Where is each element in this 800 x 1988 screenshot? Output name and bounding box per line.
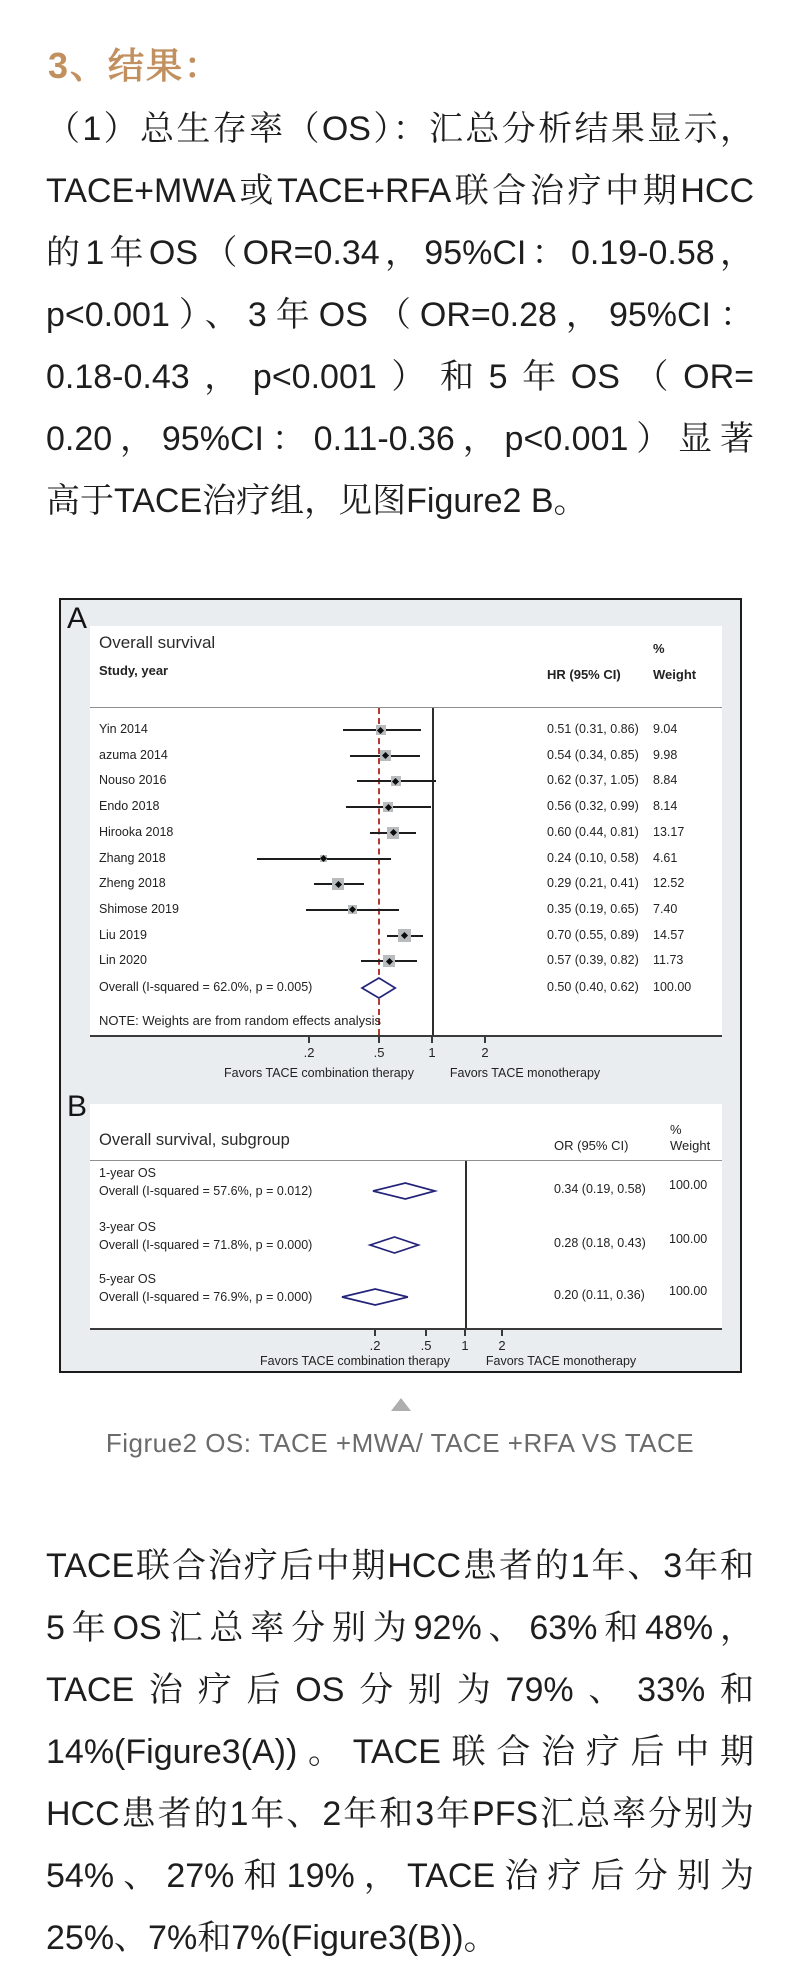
study-hr-ci-value: 0.51 (0.31, 0.86) — [547, 722, 639, 736]
paragraph-line: 0.20，95%CI：0.11-0.36，p<0.001）显著 — [46, 420, 754, 458]
panel-a-header-rule — [90, 707, 722, 708]
study-weight-value: 4.61 — [653, 850, 678, 865]
study-label: Lin 2020 — [99, 953, 147, 968]
panel-a-x-axis — [90, 1035, 722, 1037]
panel-a-tick-mark — [431, 1037, 433, 1043]
study-hr-ci-value: 0.62 (0.37, 1.05) — [547, 773, 639, 788]
paragraph-line: 5年OS汇总率分别为92%、63%和48%， — [46, 1609, 754, 1647]
study-hr-ci-value: 0.56 (0.32, 0.99) — [547, 799, 639, 814]
figure2-forest-plot — [59, 598, 742, 1373]
panel-a-favors-right-label: Favors TACE monotherapy — [449, 1066, 601, 1080]
panel-a-tick-label: 1 — [428, 1045, 436, 1060]
panel-b-tick-label: 2 — [498, 1338, 506, 1353]
paragraph-line: 14%(Figure3(A))。TACE联合治疗后中期 — [46, 1733, 754, 1771]
study-label: Hirooka 2018 — [99, 824, 174, 839]
paragraph-line: 54%、27%和19%，TACE治疗后分别为 — [46, 1857, 754, 1895]
paragraph-line: （1）总生存率（OS）：汇总分析结果显示， — [46, 110, 754, 148]
panel-b-favors-left-label: Favors TACE combination therapy — [260, 1354, 450, 1368]
triangle-up-icon — [391, 1398, 411, 1411]
subgroup-weight-value: 100.00 — [669, 1178, 708, 1192]
panel-a-tick-label: .2 — [303, 1045, 315, 1060]
study-weight-value: 9.98 — [653, 747, 678, 762]
panel-a-tick-label: 2 — [481, 1045, 489, 1060]
panel-b-tick-mark — [374, 1330, 376, 1336]
panel-a-note: NOTE: Weights are from random effects analysis — [99, 1013, 382, 1028]
panel-b-header-rule — [90, 1160, 722, 1161]
subgroup-diamond — [340, 1287, 410, 1307]
paragraph-line: 高于TACE治疗组，见图Figure2 B。 — [46, 482, 588, 520]
subgroup-overall-label: Overall (I-squared = 57.6%, p = 0.012) — [99, 1184, 313, 1198]
study-label: Yin 2014 — [99, 722, 148, 736]
study-hr-ci-value: 0.60 (0.44, 0.81) — [547, 824, 639, 839]
paragraph-line: TACE治疗后OS分别为79%、33%和 — [46, 1671, 754, 1709]
figure2-caption: Figrue2 OS: TACE +MWA/ TACE +RFA VS TACE — [105, 1428, 695, 1458]
subgroup-diamond — [371, 1181, 437, 1201]
study-weight-value: 7.40 — [653, 901, 678, 916]
subgroup-overall-label: Overall (I-squared = 71.8%, p = 0.000) — [99, 1238, 313, 1252]
panel-a-letter: A — [67, 602, 88, 635]
study-hr-ci-value: 0.70 (0.55, 0.89) — [547, 927, 639, 942]
subgroup-or-ci-value: 0.20 (0.11, 0.36) — [554, 1288, 645, 1302]
panel-b-tick-mark — [501, 1330, 503, 1336]
panel-a-percent-header: % — [653, 641, 665, 656]
panel-b-tick-mark — [464, 1330, 466, 1336]
study-hr-ci-value: 0.57 (0.39, 0.82) — [547, 953, 639, 968]
study-weight-value: 13.17 — [653, 824, 685, 839]
paragraph-line: 的1年OS（OR=0.34，95%CI：0.19-0.58， — [46, 234, 754, 272]
panel-b-tick-label: 1 — [461, 1338, 469, 1353]
study-label: Zheng 2018 — [99, 876, 166, 891]
study-weight-value: 14.57 — [653, 927, 685, 942]
study-weight-value: 9.04 — [653, 722, 678, 736]
panel-a-tick-mark — [308, 1037, 310, 1043]
overall-diamond — [360, 976, 397, 1000]
study-label: Liu 2019 — [99, 927, 147, 942]
study-hr-ci-value: 0.29 (0.21, 0.41) — [547, 876, 639, 891]
study-label: Shimose 2019 — [99, 901, 179, 916]
panel-b-weight-header: Weight — [670, 1138, 711, 1153]
study-weight-value: 12.52 — [653, 876, 685, 891]
panel-a-tick-mark — [484, 1037, 486, 1043]
study-weight-value: 11.73 — [653, 953, 684, 968]
subgroup-overall-label: Overall (I-squared = 76.9%, p = 0.000) — [99, 1290, 313, 1304]
study-weight-value: 8.84 — [653, 773, 678, 788]
subgroup-weight-value: 100.00 — [669, 1232, 708, 1246]
study-label: azuma 2014 — [99, 747, 168, 762]
panel-b-effect-header: OR (95% CI) — [554, 1138, 629, 1153]
subgroup-name: 5-year OS — [99, 1272, 156, 1286]
panel-a-study-column-header: Study, year — [99, 663, 169, 678]
overall-label: Overall (I-squared = 62.0%, p = 0.005) — [99, 980, 313, 994]
paragraph-line: 0.18-0.43，p<0.001）和5年OS（OR= — [46, 358, 754, 396]
subgroup-or-ci-value: 0.34 (0.19, 0.58) — [554, 1182, 646, 1196]
paragraph-line: 25%、7%和7%(Figure3(B))。 — [46, 1919, 498, 1957]
panel-a-favors-left-label: Favors TACE combination therapy — [224, 1066, 414, 1080]
paragraph-line: HCC患者的1年、2年和3年PFS汇总率分别为 — [46, 1795, 754, 1833]
overall-weight-value: 100.00 — [653, 980, 692, 994]
panel-a-title: Overall survival — [99, 633, 216, 652]
panel-a-effect-header: HR (95% CI) — [547, 667, 621, 682]
study-hr-ci-value: 0.35 (0.19, 0.65) — [547, 901, 639, 916]
panel-a-tick-mark — [378, 1037, 380, 1043]
subgroup-name: 3-year OS — [99, 1220, 156, 1234]
overall-hr-ci-value: 0.50 (0.40, 0.62) — [547, 980, 639, 994]
panel-b-favors-right-label: Favors TACE monotherapy — [485, 1354, 637, 1368]
panel-b-percent-header: % — [670, 1122, 682, 1137]
study-hr-ci-value: 0.54 (0.34, 0.85) — [547, 747, 639, 762]
panel-b-letter: B — [67, 1090, 88, 1123]
study-label: Nouso 2016 — [99, 773, 167, 788]
study-hr-ci-value: 0.24 (0.10, 0.58) — [547, 850, 639, 865]
panel-b-x-axis — [90, 1328, 722, 1330]
subgroup-or-ci-value: 0.28 (0.18, 0.43) — [554, 1236, 646, 1250]
study-label: Endo 2018 — [99, 799, 160, 814]
section-heading: 3、结果： — [48, 45, 223, 86]
paragraph-line: p<0.001）、3年OS（OR=0.28，95%CI： — [46, 296, 754, 334]
paragraph-line: TACE+MWA或TACE+RFA联合治疗中期HCC — [46, 172, 754, 210]
subgroup-diamond — [368, 1235, 420, 1255]
panel-b-tick-mark — [425, 1330, 427, 1336]
panel-a-null-line — [432, 708, 434, 1035]
paragraph-pooled-rates — [46, 1535, 754, 1969]
study-label: Zhang 2018 — [99, 850, 166, 865]
paragraph-results-os — [46, 98, 754, 532]
panel-b-tick-label: .2 — [369, 1338, 381, 1353]
panel-b-title: Overall survival, subgroup — [99, 1131, 290, 1149]
panel-b-null-line — [465, 1161, 467, 1328]
panel-a-tick-label: .5 — [373, 1045, 385, 1060]
subgroup-weight-value: 100.00 — [669, 1284, 708, 1298]
panel-b-tick-label: .5 — [420, 1338, 432, 1353]
paragraph-line: TACE联合治疗后中期HCC患者的1年、3年和 — [46, 1547, 754, 1585]
study-weight-value: 8.14 — [653, 799, 678, 814]
panel-a-weight-header: Weight — [653, 667, 697, 682]
subgroup-name: 1-year OS — [99, 1166, 156, 1180]
